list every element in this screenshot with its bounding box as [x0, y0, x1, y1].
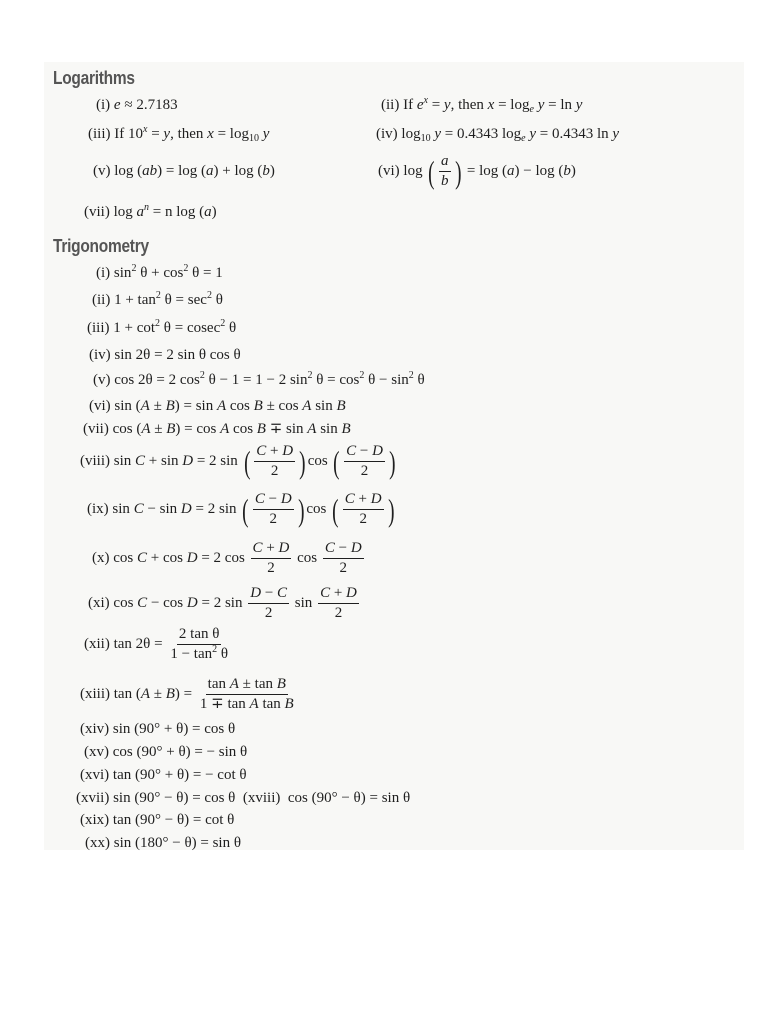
trig-formula-13: (xiii) tan (A ± B) = $\frac{\text{tan A ± tan B}}{\text{1 ∓ tan A tan B}}$ [80, 676, 294, 713]
log-formula-1: (i) e ≈ 2.7183 [96, 97, 178, 113]
trig-formula-12: (xii) tan 2θ = $\frac{\text{2 tan θ}}{1 - \tan^2 \theta}$ [84, 626, 229, 663]
trig-formula-7: (vii) cos (A ± B) = cos A cos B ∓ sin A sin B [83, 421, 351, 437]
log-formula-4: (iv) $\log_{10} y = 0.4343$ $\log_e y = 0.4343$ ln y [376, 126, 620, 144]
trig-formula-20: (xx) sin (180° − θ) = sin θ [85, 835, 242, 851]
trig-formula-10: (x) cos C + cos D = 2 cos $\frac{C + D}{2}$ cos $\frac{C - D}{2}$ [92, 540, 362, 577]
log-formula-3: (iii) If $10^x = y$, then $x = \log_{10} y$ [88, 124, 270, 144]
trig-formula-2: (ii) $1 + \tan^2 \theta = \sec^2 \theta$ [92, 290, 223, 308]
trig-formula-6: (vi) sin (A ± B) = sin A cos B ± cos A sin B [89, 398, 346, 414]
log-formula-6: (vi) log ( $\frac{a}{b}$ ) = log (a) − log (b) [378, 153, 576, 190]
trig-formula-11: (xi) cos C − cos D = 2 sin $\frac{D - C}{2}$ sin $\frac{C + D}{2}$ [88, 585, 357, 622]
trig-formula-15: (xv) cos (90° + θ) = − sin θ [84, 744, 248, 760]
trig-formula-9: (ix) sin C − sin D = 2 sin ( $\frac{C - D}{2}$ ) cos ( $\frac{C + D}{2}$ ) [87, 491, 395, 528]
trig-formula-1: (i) $\sin^2 \theta + \cos^2 \theta = 1$ [96, 263, 223, 281]
trig-formula-5: (v) cos 2θ = 2 $\cos^2 \theta - 1 = 1 - 2$ $\sin^2 \theta = \cos^2 \theta - \sin^2 \theta$ [93, 370, 425, 388]
log-formula-7: (vii) $\log a^n = n$ log (a) [84, 202, 217, 220]
trig-formula-17: (xvii) sin (90° − θ) = cos θ (xviii) cos (90° − θ) = sin θ [76, 790, 411, 806]
heading-trigonometry: Trigonometry [53, 236, 149, 256]
trig-formula-3: (iii) $1 + \cot^2 \theta = cosec^2$ θ [87, 318, 237, 336]
trig-formula-4: (iv) sin 2θ = 2 sin θ cos θ [89, 347, 241, 363]
log-formula-2: (ii) If $e^x = y$, then $x = \log_e y = \ln y$ [381, 95, 583, 115]
trig-formula-16: (xvi) tan (90° + θ) = − cot θ [80, 767, 247, 783]
log-formula-5: (v) log (ab) = log (a) + log (b) [93, 163, 275, 179]
trig-formula-19: (xix) tan (90° − θ) = cot θ [80, 812, 235, 828]
trig-formula-14: (xiv) sin (90° + θ) = cos θ [80, 721, 236, 737]
trig-formula-8: (viii) sin C + sin D = 2 sin ( $\frac{C + D}{2}$ ) cos ( $\frac{C - D}{2}$ ) [80, 443, 396, 480]
heading-logarithms: Logarithms [53, 68, 135, 88]
